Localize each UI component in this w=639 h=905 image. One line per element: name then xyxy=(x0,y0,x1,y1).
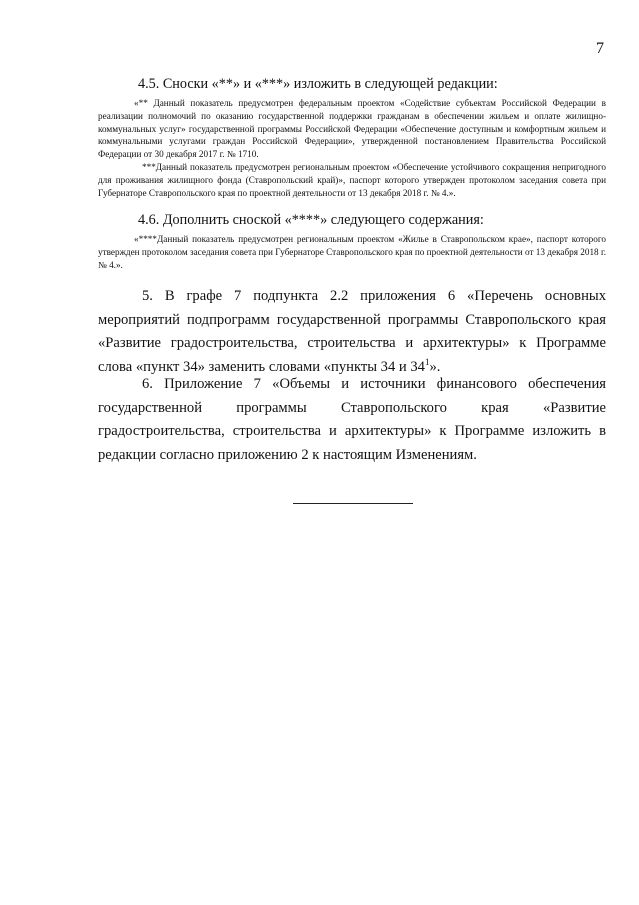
page-number: 7 xyxy=(596,40,604,57)
section-4-6-heading: 4.6. Дополнить сноской «****» следующего содержания: xyxy=(138,212,484,228)
item-5-paragraph xyxy=(98,285,606,379)
footnote-double-star: «** Данный показатель предусмотрен федеральным проектом «Содействие субъектам Российской Федерации в реализации полномочий по оказанию государственной поддержки гражданам в обеспечении жильем и оплате жилищно-коммунальных услуг» государственной программы Российской Федерации «Обеспечение доступным и комфортным жильем и коммунальными услугами граждан Российской Федерации», утвержденной постановлением Правительства Российской Федерации от 30 декабря 2017 г. № 1710. xyxy=(98,98,606,160)
footnote-quadruple-star: «****Данный показатель предусмотрен региональным проектом «Жилье в Ставропольском крае», паспорт которого утвержден протоколом заседания совета при Губернаторе Ставропольского края по проектной деятельности от 13 декабря 2018 г. № 4.». xyxy=(98,234,606,270)
item-5-tail: ». xyxy=(429,358,441,375)
item-5-text: 5. В графе 7 подпункта 2.2 приложения 6 «Перечень основных мероприятий подпрограмм государственной программы Ставропольского края «Развитие градостроительства, строительства и архитектуры» к Программе слова «пункт 34» заменить словами «пункты 34 и 34 xyxy=(98,288,606,375)
footnote-triple-star: ***Данный показатель предусмотрен региональным проектом «Обеспечение устойчивого сокращения непригодного для проживания жилищного фонда (Ставропольский край)», паспорт которого утвержден протоколом заседания совета при Губернаторе Ставропольского края по проектной деятельности от 13 декабря 2018 г. № 4.». xyxy=(98,162,606,198)
closing-divider xyxy=(293,503,413,504)
item-6-paragraph: 6. Приложение 7 «Объемы и источники финансового обеспечения государственной программы Ставропольского края «Развитие градостроительства, строительства и архитектуры» к Программе изложить в редакции согласно приложению 2 к настоящим Изменениям. xyxy=(98,376,606,463)
section-4-5-heading: 4.5. Сноски «**» и «***» изложить в следующей редакции: xyxy=(138,76,498,92)
item-5-superscript: 1 xyxy=(424,356,430,367)
